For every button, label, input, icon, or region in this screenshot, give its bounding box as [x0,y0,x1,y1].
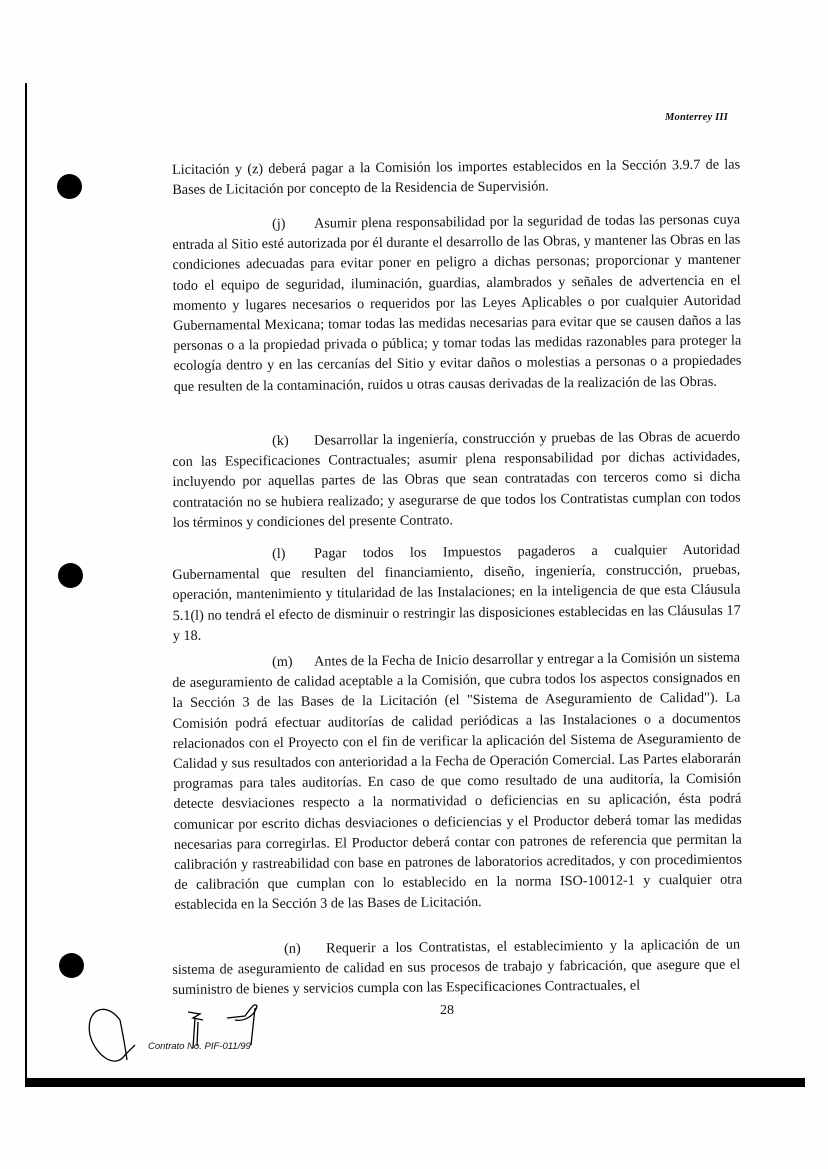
clause-label: (j) [272,215,286,233]
paragraph-m [172,648,742,916]
handwritten-signature [85,1000,285,1070]
clause-label: (m) [272,653,293,671]
clause-text: Desarrollar la ingeniería, construcción y pruebas de las Obras de acuerdo con las Especificaciones Contractuales; asumir plena responsabilidad por dichas actividades, incluyendo por aquellas partes de las Obras que sean contratadas con terceros como si dicha contratación no se hubiera realizado; y asegurarse de que todos los Contratistas cumplan con todos los términos y condiciones del presente Contrato. [172,428,741,531]
paragraph-n [172,935,741,1001]
clause-label: (l) [272,545,286,563]
clause-text: Antes de la Fecha de Inicio desarrollar y entregar a la Comisión un sistema de aseguramiento de calidad aceptable a la Comisión, que cubra todos los aspectos consignados en la Sección 3 de las Bases de la Licitación (el "Sistema de Aseguramiento de Calidad"). La Comisión podrá efectuar auditorías de calidad periódicas a las Instalaciones o a documentos relacionados con el Proyecto con el fin de verificar la aplicación del Sistema de Aseguramiento de Calidad y sus resultados con anterioridad a la Fecha de Operación Comercial. Las Partes elaborarán programas para tales auditorías. En caso de que como resultado de una auditoría, la Comisión detecte desviaciones respecto a la normatividad o deficiencias en su aplicación, ésta podrá comunicar por escrito dichas desviaciones o deficiencias y el Productor deberá tomar las medidas necesarias para corregirlas. El Productor deberá contar con patrones de referencia que permitan la calibración y rastreabilidad con base en patrones de laboratorios acreditados, y con procedimientos de calibración que cumplan con lo establecido en la norma ISO-10012-1 y cualquier otra establecida en la Sección 3 de las Bases de Licitación. [172,649,743,914]
punch-hole-icon [57,174,82,199]
scan-left-border [25,83,27,1086]
scan-bottom-border [25,1078,805,1087]
paragraph-text: Licitación y (z) deberá pagar a la Comisión los importes establecidos en la Sección 3.9.7 de las Bases de Licitación por concepto de la Residencia de Supervisión. [172,156,741,199]
contract-number: Contrato No. PIF-011/99 [148,1041,251,1052]
clause-text: Asumir plena responsabilidad por la seguridad de todas las personas cuya entrada al Sitio esté autorizada por él durante el desarrollo de las Obras, y mantener las Obras en las condiciones adecuadas para evitar poner en peligro a dichas personas; proporcionar y mantener todo el equipo de seguridad, iluminación, guardias, alambrados y señales de advertencia en el momento y lugares necesarios o requeridos por las Leyes Aplicables o por cualquier Autoridad Gubernamental Mexicana; tomar todas las medidas necesarias para evitar que se causen daños a las personas o a la propiedad privada o pública; y tomar todas las medidas razonables para proteger la ecología dentro y en las cercanías del Sitio y evitar daños o molestias a personas o a propiedades que resulten de la contaminación, ruidos u otras causas derivadas de la realización de las Obras. [172,211,742,395]
clause-label: (n) [284,940,301,957]
punch-hole-icon [58,563,83,588]
running-header: Monterrey III [665,112,728,123]
punch-hole-icon [59,953,84,978]
clause-text: Pagar todos los Impuestos pagaderos a cualquier Autoridad Gubernamental que resulten del financiamiento, diseño, ingeniería, construcción, pruebas, operación, mantenimiento y titularidad de las Instalaciones; en la inteligencia de que esta Cláusula 5.1(l) no tendrá el efecto de disminuir o restringir las disposiciones establecidas en las Cláusulas 17 y 18. [172,541,741,644]
paragraph-k [172,427,741,533]
clause-label: (k) [272,432,289,450]
page-number: 28 [440,1003,454,1018]
paragraph-l [172,540,741,646]
paragraph-intro [172,155,740,201]
clause-text: Requerir a los Contratistas, el establecimiento y la aplicación de un sistema de aseguramiento de calidad en sus procesos de trabajo y fabricación, que asegure que el suministro de bienes y servicios cumpla con las Especificaciones Contractuales, el [172,936,741,999]
paragraph-j [172,210,742,397]
